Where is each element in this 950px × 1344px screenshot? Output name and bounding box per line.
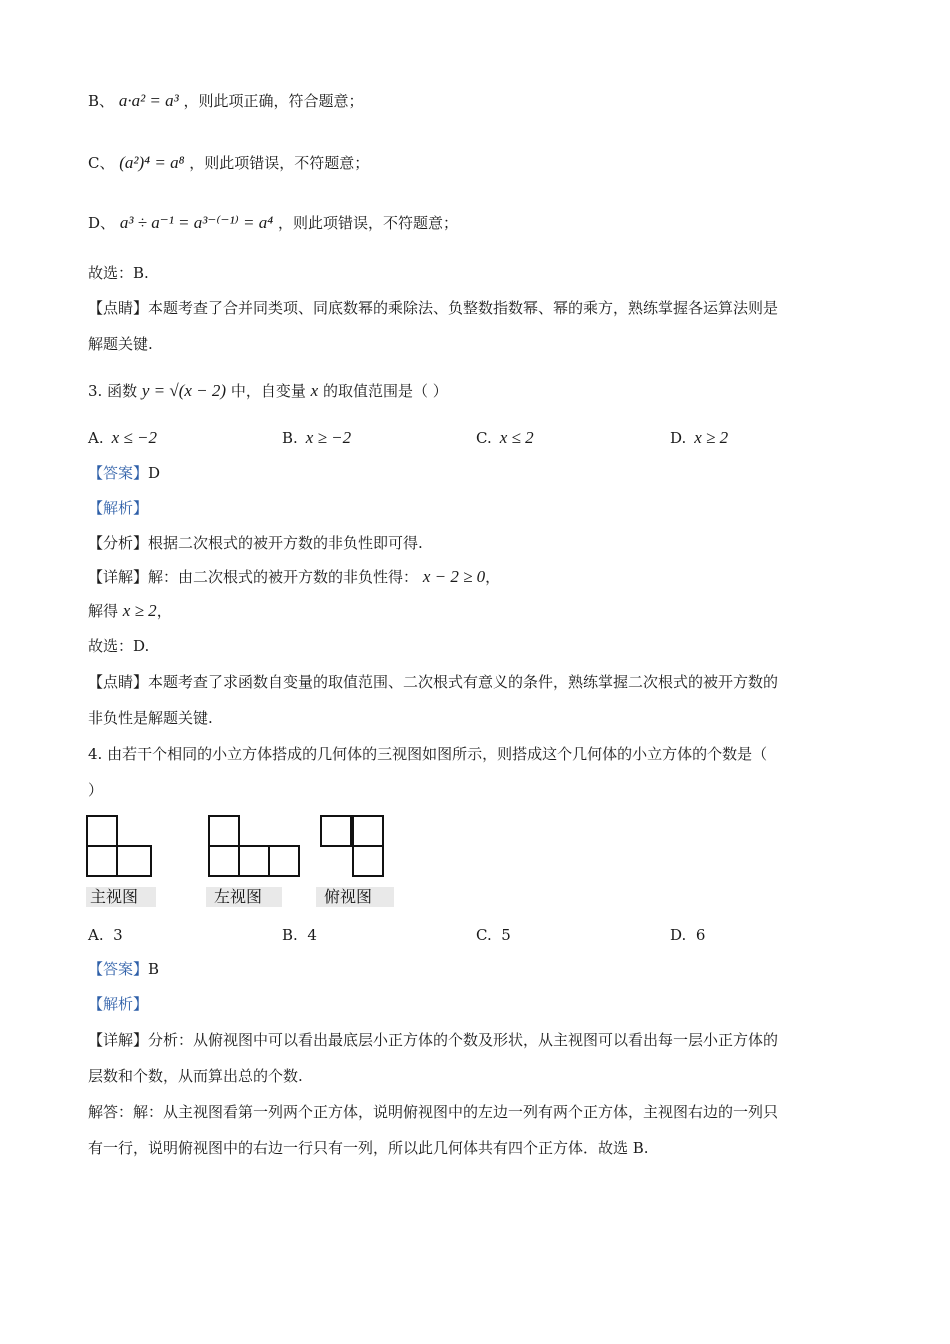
three-view-figure <box>86 815 386 907</box>
q3-detail-math: x − 2 ≥ 0 <box>422 567 486 586</box>
q3-answer-tag: 【答案】 <box>88 464 149 482</box>
option-c-math: (a²)⁴ = a⁸ <box>119 153 185 172</box>
option-b-line <box>88 90 364 112</box>
q3-option-d <box>670 427 728 449</box>
q3-stem-math: y = √(x − 2) <box>141 381 227 400</box>
left-view-label: 左视图 <box>206 887 282 907</box>
q4-analysis-tag: 【解析】 <box>88 995 149 1013</box>
option-d-text: ，则此项错误，不符题意； <box>277 214 458 232</box>
q3-detail <box>88 566 500 588</box>
option-c-text: ，则此项错误，不符题意； <box>189 154 370 172</box>
q3-solve-math: x ≥ 2 <box>122 601 157 620</box>
q3-fenxi-text: 根据二次根式的被开方数的非负性即可得. <box>148 534 423 552</box>
option-c-line <box>88 152 369 174</box>
q4-answer-value: B <box>148 960 160 978</box>
front-view-cell <box>86 845 118 877</box>
q3-option-c-math: x ≤ 2 <box>499 428 534 447</box>
q2-comment-text-1: 本题考查了合并同类项、同底数幂的乘除法、负整数指数幂、幂的乘方，熟练掌握各运算法则是 <box>148 299 779 317</box>
q3-solve-prefix: 解得 <box>88 602 119 620</box>
q3-comment-tag: 【点睛】 <box>88 673 149 691</box>
q3-option-d-math: x ≥ 2 <box>694 428 729 447</box>
q4-stem-line-2: ） <box>88 781 104 799</box>
q4-solution-line-1: 解答：解：从主视图看第一列两个正方体，说明俯视图中的左边一列有两个正方体，主视图右边的一列只 <box>88 1103 779 1121</box>
q3-option-a <box>88 427 157 449</box>
left-view-cell <box>268 845 300 877</box>
q4-option-d <box>670 924 705 946</box>
left-view-cell <box>208 845 240 877</box>
q3-detail-text: 解：由二次根式的被开方数的非负性得： <box>148 568 419 586</box>
front-view-cell <box>116 845 152 877</box>
q3-choice: 故选：D. <box>88 637 150 655</box>
q3-stem-prefix: 3. 函数 <box>88 382 138 400</box>
option-b-label: B、 <box>88 92 115 110</box>
option-d-math: a³ ÷ a⁻¹ = a³⁻⁽⁻¹⁾ = a⁴ <box>119 213 274 232</box>
left-view-cell <box>208 815 240 847</box>
top-view-cell <box>352 815 384 847</box>
q2-comment-line-2: 解题关键. <box>88 335 153 353</box>
q4-detail-line-2: 层数和个数，从而算出总的个数. <box>88 1067 303 1085</box>
q4-option-c <box>476 924 511 946</box>
left-view-cell <box>238 845 270 877</box>
q4-stem-line-1: 4. 由若干个相同的小立方体搭成的几何体的三视图如图所示，则搭成这个几何体的小立方体的个数是（ <box>88 745 768 763</box>
q2-comment-tag: 【点睛】 <box>88 299 149 317</box>
q4-option-a <box>88 924 123 946</box>
q4-option-b-value: 4 <box>307 926 317 944</box>
q3-option-c-label: C. <box>476 429 492 447</box>
q3-stem-end: 的取值范围是（ ） <box>322 382 448 400</box>
top-view-label: 俯视图 <box>316 887 394 907</box>
q2-choice: 故选：B. <box>88 264 149 282</box>
q4-solution-line-2: 有一行，说明俯视图中的右边一行只有一列，所以此几何体共有四个正方体．故选 B. <box>88 1139 649 1157</box>
q3-option-c <box>476 427 534 449</box>
q4-option-b <box>282 924 317 946</box>
q3-solve-end: ， <box>156 602 172 620</box>
q3-stem-var: x <box>310 381 319 400</box>
front-view-label: 主视图 <box>86 887 156 907</box>
q3-option-b <box>282 427 351 449</box>
q3-stem-suffix: 中，自变量 <box>230 382 306 400</box>
q3-option-b-math: x ≥ −2 <box>305 428 352 447</box>
q3-option-a-label: A. <box>88 429 104 447</box>
q4-option-a-value: 3 <box>113 926 123 944</box>
q4-detail-text-1: 分析：从俯视图中可以看出最底层小正方体的个数及形状，从主视图可以看出每一层小正方体的 <box>148 1031 779 1049</box>
q3-fenxi-tag: 【分析】 <box>88 534 149 552</box>
front-view-cell <box>86 815 118 847</box>
q4-option-a-label: A. <box>88 926 104 944</box>
q4-detail-line-1 <box>88 1029 778 1051</box>
q4-option-c-label: C. <box>476 926 492 944</box>
option-c-label: C、 <box>88 154 115 172</box>
q4-option-d-value: 6 <box>695 926 706 944</box>
q3-comment-text-1: 本题考查了求函数自变量的取值范围、二次根式有意义的条件，熟练掌握二次根式的被开方数的 <box>148 673 779 691</box>
q4-answer-tag: 【答案】 <box>88 960 149 978</box>
option-d-label: D、 <box>88 214 116 232</box>
q3-solve <box>88 600 172 622</box>
q2-comment-line-1 <box>88 297 778 319</box>
q3-fenxi <box>88 532 423 554</box>
q3-option-d-label: D. <box>670 429 687 447</box>
q4-option-d-label: D. <box>670 926 687 944</box>
q4-detail-tag: 【详解】 <box>88 1031 149 1049</box>
q3-comment-line-1 <box>88 671 778 693</box>
q3-comment-line-2: 非负性是解题关键. <box>88 709 213 727</box>
q3-stem <box>88 380 448 402</box>
q3-option-b-label: B. <box>282 429 298 447</box>
q4-option-c-value: 5 <box>501 926 511 944</box>
q4-option-b-label: B. <box>282 926 298 944</box>
q4-answer <box>88 958 159 980</box>
q3-answer <box>88 462 160 484</box>
option-b-text: ，则此项正确，符合题意； <box>183 92 364 110</box>
option-b-math: a·a² = a³ <box>118 91 179 110</box>
top-view-cell <box>352 845 384 877</box>
q3-analysis-tag: 【解析】 <box>88 499 149 517</box>
option-d-line <box>88 212 458 234</box>
q3-detail-tag: 【详解】 <box>88 568 149 586</box>
q3-option-a-math: x ≤ −2 <box>111 428 157 447</box>
q3-detail-end: ， <box>485 568 501 586</box>
top-view-cell <box>320 815 352 847</box>
q3-answer-value: D <box>148 464 161 482</box>
